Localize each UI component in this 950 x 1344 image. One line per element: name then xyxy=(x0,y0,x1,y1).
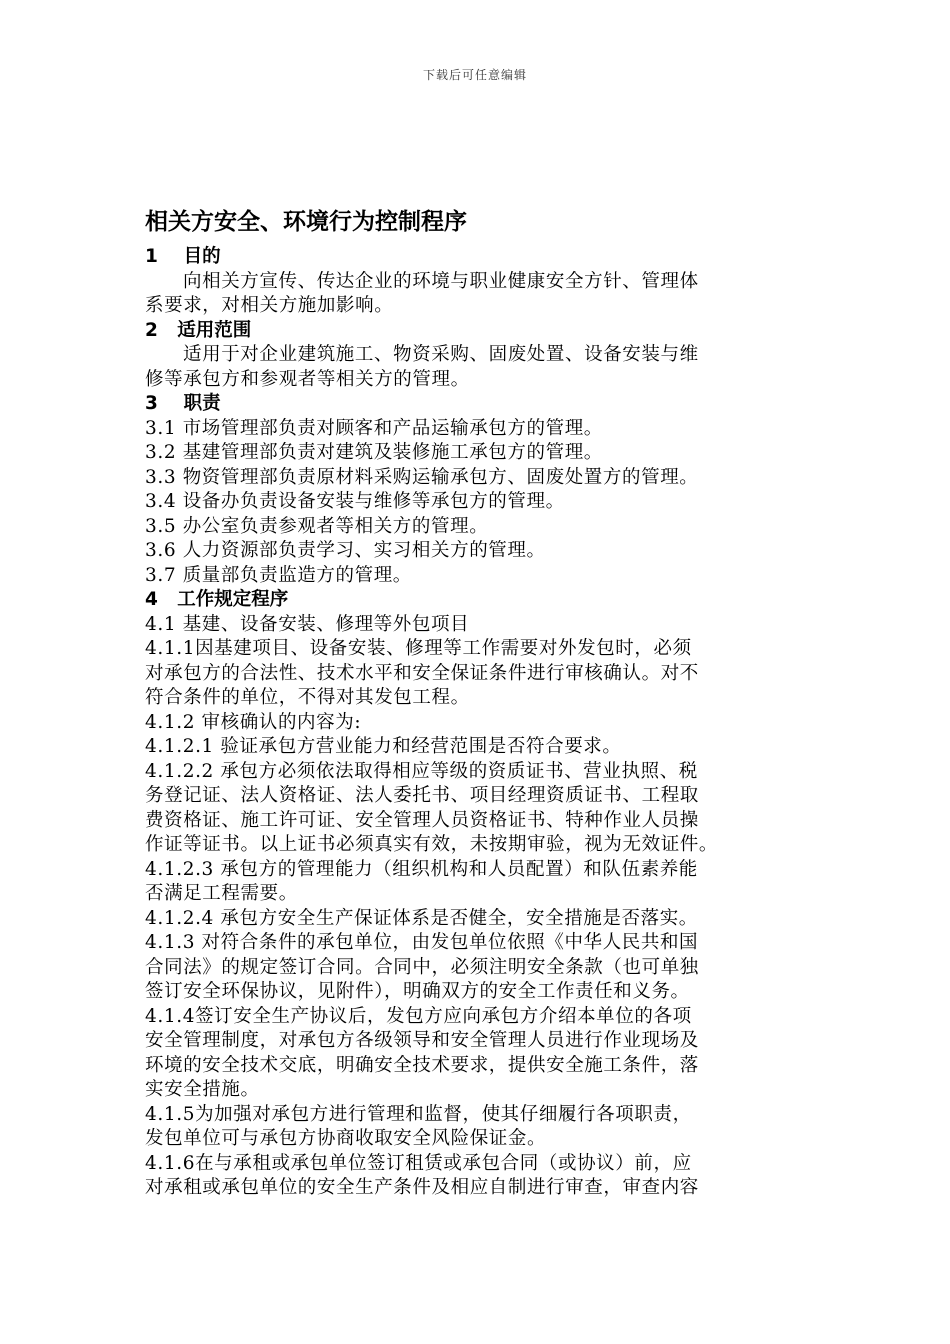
paragraph-line: 4.1.2 审核确认的内容为: xyxy=(145,711,362,733)
document-content xyxy=(145,245,807,1201)
paragraph-line: 向相关方宣传、传达企业的环境与职业健康安全方针、管理体 xyxy=(183,270,699,292)
paragraph-line: 4.1.2.2 承包方必须依法取得相应等级的资质证书、营业执照、税 xyxy=(145,760,698,782)
paragraph-line: 费资格证、施工许可证、安全管理人员资格证书、特种作业人员操 xyxy=(145,809,699,831)
paragraph-line: 安全管理制度，对承包方各级领导和安全管理人员进行作业现场及 xyxy=(145,1030,699,1051)
paragraph-line: 发包单位可与承包方协商收取安全风险保证金。 xyxy=(145,1128,547,1149)
section-heading: 4 工作规定程序 xyxy=(145,589,289,610)
paragraph-line: 4.1.2.3 承包方的管理能力（组织机构和人员配置）和队伍素养能 xyxy=(145,858,698,880)
paragraph-line: 否满足工程需要。 xyxy=(145,883,298,904)
paragraph-line: 修等承包方和参观者等相关方的管理。 xyxy=(145,368,470,390)
paragraph-line: 3.3 物资管理部负责原材料采购运输承包方、固废处置方的管理。 xyxy=(145,466,699,488)
paragraph-line: 4.1.6在与承租或承包单位签订租赁或承包合同（或协议）前，应 xyxy=(145,1152,692,1174)
paragraph-line: 合同法》的规定签订合同。合同中，必须注明安全条款（也可单独 xyxy=(145,956,699,978)
paragraph-line: 签订安全环保协议，见附件），明确双方的安全工作责任和义务。 xyxy=(145,981,690,1002)
paragraph-line: 对承租或承包单位的安全生产条件及相应自制进行审查，审查内容 xyxy=(145,1177,699,1198)
page-header-note: 下载后可任意编辑 xyxy=(422,68,527,82)
paragraph-line: 对承包方的合法性、技术水平和安全保证条件进行审核确认。对不 xyxy=(145,662,699,684)
paragraph-line: 实安全措施。 xyxy=(145,1079,260,1100)
section-heading: 1 目的 xyxy=(145,246,221,267)
paragraph-line: 4.1.2.1 验证承包方营业能力和经营范围是否符合要求。 xyxy=(145,736,622,757)
paragraph-line: 环境的安全技术交底，明确安全技术要求，提供安全施工条件，落 xyxy=(145,1054,699,1076)
paragraph-line: 4.1.2.4 承包方安全生产保证体系是否健全，安全措施是否落实。 xyxy=(145,907,698,929)
document-body xyxy=(145,205,807,1201)
paragraph-line: 3.2 基建管理部负责对建筑及装修施工承包方的管理。 xyxy=(145,442,603,463)
paragraph-line: 系要求，对相关方施加影响。 xyxy=(145,295,394,316)
paragraph-line: 3.1 市场管理部负责对顾客和产品运输承包方的管理。 xyxy=(145,417,603,439)
paragraph-line: 4.1.3 对符合条件的承包单位，由发包单位依照《中华人民共和国 xyxy=(145,932,699,953)
paragraph-line: 3.6 人力资源部负责学习、实习相关方的管理。 xyxy=(145,540,546,561)
paragraph-line: 务登记证、法人资格证、法人委托书、项目经理资质证书、工程取 xyxy=(145,785,699,806)
paragraph-line: 4.1.4签订安全生产协议后，发包方应向承包方介绍本单位的各项 xyxy=(145,1005,692,1027)
paragraph-line: 适用于对企业建筑施工、物资采购、固废处置、设备安装与维 xyxy=(183,344,699,365)
section-heading: 2 适用范围 xyxy=(145,319,252,341)
paragraph-line: 4.1 基建、设备安装、修理等外包项目 xyxy=(145,613,470,635)
document-title: 相关方安全、环境行为控制程序 xyxy=(145,209,467,235)
paragraph-line: 3.7 质量部负责监造方的管理。 xyxy=(145,564,412,586)
paragraph-line: 4.1.5为加强对承包方进行管理和监督，使其仔细履行各项职责， xyxy=(145,1103,692,1125)
paragraph-line: 4.1.1因基建项目、设备安装、修理等工作需要对外发包时，必须 xyxy=(145,638,692,659)
paragraph-line: 3.5 办公室负责参观者等相关方的管理。 xyxy=(145,515,489,537)
paragraph-line: 3.4 设备办负责设备安装与维修等承包方的管理。 xyxy=(145,491,565,512)
paragraph-line: 作证等证书。以上证书必须真实有效，未按期审验，视为无效证件。 xyxy=(145,834,719,855)
paragraph-line: 符合条件的单位，不得对其发包工程。 xyxy=(145,687,470,708)
section-heading: 3 职责 xyxy=(145,393,221,414)
